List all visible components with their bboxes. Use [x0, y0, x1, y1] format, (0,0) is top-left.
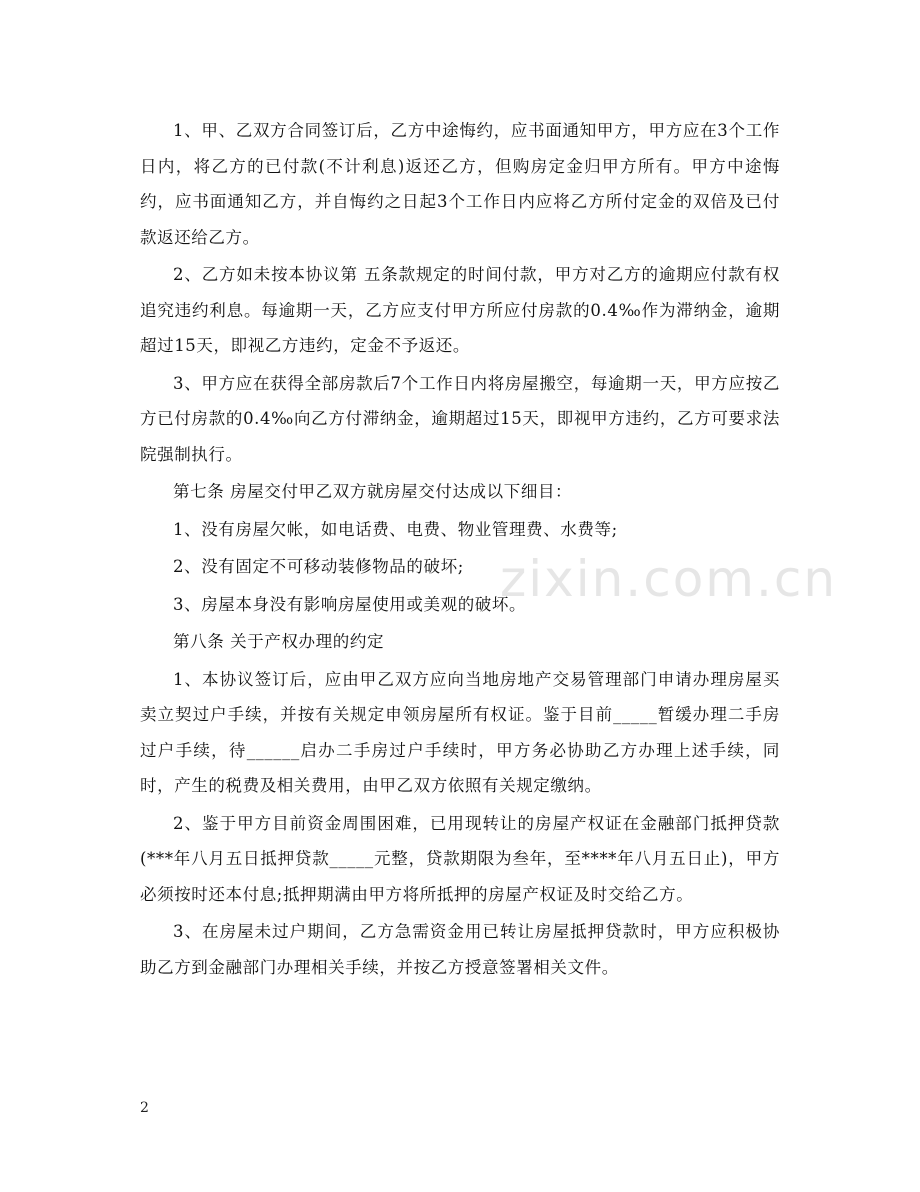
- paragraph-transfer-procedure: 1、本协议签订后，应由甲乙双方应向当地房地产交易管理部门申请办理房屋买卖立契过户手续，并按有关规定申领房屋所有权证。鉴于目前_____暂缓办理二手房过户手续，待______启办二手房过户手续时，甲方务必协助乙方办理上述手续，同时，产生的税费及相关费用，由甲乙双方依照有关规定缴纳。: [140, 669, 780, 795]
- watermark: zixin.com.cn: [500, 550, 838, 608]
- delivery-item-no-structural-damage: 3、房屋本身没有影响房屋使用或美观的破坏。: [173, 594, 527, 614]
- paragraph-mortgage-assistance: 3、在房屋未过户期间，乙方急需资金用已转让房屋抵押贷款时，甲方应积极协助乙方到金融部门办理相关手续，并按乙方授意签署相关文件。: [140, 922, 780, 977]
- paragraph-late-payment-penalty: 2、乙方如未按本协议第 五条款规定的时间付款，甲方对乙方的逾期应付款有权追究违约利息。每逾期一天，乙方应支付甲方所应付房款的0.4‰作为滞纳金，逾期超过15天，即视乙方违约，定金不予返还。: [140, 265, 780, 355]
- article-eight-heading: 第八条 关于产权办理的约定: [173, 632, 385, 651]
- page-number: 2: [140, 1100, 149, 1116]
- article-seven-heading: 第七条 房屋交付甲乙双方就房屋交付达成以下细目：: [173, 482, 573, 501]
- paragraph-refund-on-breach: 1、甲、乙双方合同签订后，乙方中途悔约，应书面通知甲方，甲方应在3个工作日内，将乙方的已付款(不计利息)返还乙方，但购房定金归甲方所有。甲方中途悔约，应书面通知乙方，并自悔约之日起3个工作日内应将乙方所付定金的双倍及已付款返还给乙方。: [140, 121, 780, 247]
- delivery-item-no-fixture-damage: 2、没有固定不可移动装修物品的破坏;: [173, 557, 464, 576]
- paragraph-mortgage-loan: 2、鉴于甲方目前资金周围困难，已用现转让的房屋产权证在金融部门抵押贷款(***年八月五日抵押贷款_____元整，贷款期限为叁年，至****年八月五日止)，甲方必须按时还本付息;抵押期满由甲方将所抵押的房屋产权证及时交给乙方。: [140, 813, 780, 904]
- delivery-item-no-arrears: 1、没有房屋欠帐，如电话费、电费、物业管理费、水费等;: [173, 519, 618, 539]
- paragraph-vacate-house-penalty: 3、甲方应在获得全部房款后7个工作日内将房屋搬空，每逾期一天，甲方应按乙方已付房款的0.4‰向乙方付滞纳金，逾期超过15天，即视甲方违约，乙方可要求法院强制执行。: [140, 373, 780, 464]
